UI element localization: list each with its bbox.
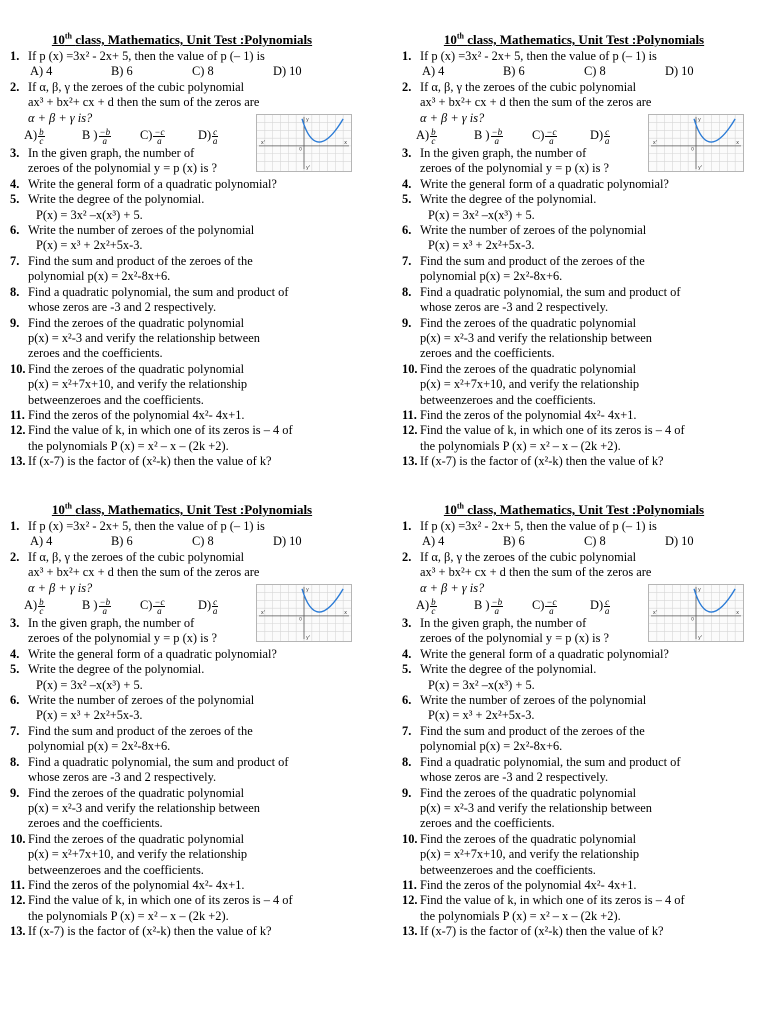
test-panel-top-right: [402, 32, 746, 470]
parabola-graph: [256, 114, 352, 172]
question-1-options: A) 4 B) 6 C) 8 D) 10: [422, 534, 694, 549]
question-2: 2. If α, β, γ the zeroes of the cubic polynomial: [10, 79, 245, 94]
question-6: 6. Write the number of zeroes of the polynomial: [10, 693, 255, 708]
question-6: 6. Write the number of zeroes of the polynomial: [402, 223, 647, 238]
question-2-options: A) $\frac{b}{c}$ B ) $\frac{-b}{a}$ C) $\frac{-c}{a}$ D) $\frac{c}{a}$: [416, 596, 610, 616]
question-13: 13. If (x-7) is the factor of (x²-k) then the value of k?: [10, 924, 272, 939]
question-13: 13. If (x-7) is the factor of (x²-k) then the value of k?: [10, 454, 272, 469]
question-12-line-2: the polynomials P (x) = x² – x – (2k +2).: [28, 908, 229, 923]
question-9: 9. Find the zeroes of the quadratic polynomial: [10, 315, 245, 330]
question-7-line-2: polynomial p(x) = 2x²-8x+6.: [420, 269, 563, 284]
svg-text:x: x: [736, 609, 740, 616]
question-1-options: A) 4 B) 6 C) 8 D) 10: [422, 64, 694, 79]
question-12-line-2: the polynomials P (x) = x² – x – (2k +2).: [420, 438, 621, 453]
question-10-line-3: betweenzeroes and the coefficients.: [420, 392, 596, 407]
question-8: 8. Find a quadratic polynomial, the sum and product of: [402, 754, 681, 769]
parabola-graph-svg: [257, 585, 351, 641]
svg-text:x': x': [260, 139, 266, 146]
svg-text:y': y': [305, 635, 311, 641]
question-10-line-2: p(x) = x²+7x+10, and verify the relationship: [28, 847, 248, 862]
question-7-line-2: polynomial p(x) = 2x²-8x+6.: [28, 739, 171, 754]
question-9-line-2: p(x) = x²-3 and verify the relationship between: [28, 800, 260, 815]
svg-text:y: y: [305, 586, 309, 593]
svg-text:y: y: [305, 116, 309, 123]
question-10-line-2: p(x) = x²+7x+10, and verify the relationship: [420, 847, 640, 862]
question-11: 11. Find the zeros of the polynomial 4x²- 4x+1.: [402, 407, 637, 422]
question-2: 2. If α, β, γ the zeroes of the cubic polynomial: [402, 549, 637, 564]
question-11: 11. Find the zeros of the polynomial 4x²- 4x+1.: [10, 407, 245, 422]
question-12: 12. Find the value of k, in which one of its zeros is – 4 of: [402, 893, 685, 908]
parabola-graph-svg: [649, 115, 743, 171]
question-5: 5. Write the degree of the polynomial.: [402, 662, 597, 677]
question-13: 13. If (x-7) is the factor of (x²-k) then the value of k?: [402, 454, 664, 469]
test-panel-bottom-left: [10, 502, 354, 940]
question-12-line-2: the polynomials P (x) = x² – x – (2k +2).: [420, 908, 621, 923]
question-3: 3. In the given graph, the number of: [402, 616, 587, 631]
question-3-line-2: zeroes of the polynomial y = p (x) is ?: [420, 631, 610, 646]
question-5: 5. Write the degree of the polynomial.: [10, 192, 205, 207]
question-9-line-3: zeroes and the coefficients.: [28, 816, 163, 831]
question-4: 4. Write the general form of a quadratic polynomial?: [10, 646, 277, 661]
question-4: 4. Write the general form of a quadratic polynomial?: [402, 646, 669, 661]
question-7: 7. Find the sum and product of the zeroes of the: [10, 253, 253, 268]
question-3: 3. In the given graph, the number of: [402, 146, 587, 161]
question-9-line-3: zeroes and the coefficients.: [420, 346, 555, 361]
question-5: 5. Write the degree of the polynomial.: [10, 662, 205, 677]
question-2-line-2: ax³ + bx²+ cx + d then the sum of the zeros are: [420, 565, 652, 580]
question-2-line-3: α + β + γ is?: [28, 580, 93, 595]
question-5-expression: P(x) = 3x² –x(x³) + 5.: [428, 207, 535, 222]
question-12: 12. Find the value of k, in which one of its zeros is – 4 of: [402, 423, 685, 438]
question-8-line-2: whose zeros are -3 and 2 respectively.: [28, 770, 217, 785]
test-panel-bottom-right: [402, 502, 746, 940]
question-2-line-3: α + β + γ is?: [420, 110, 485, 125]
question-9: 9. Find the zeroes of the quadratic polynomial: [402, 785, 637, 800]
question-5-expression: P(x) = 3x² –x(x³) + 5.: [428, 677, 535, 692]
question-8: 8. Find a quadratic polynomial, the sum and product of: [10, 754, 289, 769]
svg-text:0: 0: [691, 617, 694, 623]
parabola-graph: [256, 584, 352, 642]
parabola-graph: [648, 114, 744, 172]
question-1: 1. If p (x) =3x² - 2x+ 5, then the value of p (– 1) is: [10, 49, 265, 63]
question-2-line-3: α + β + γ is?: [28, 110, 93, 125]
question-10-line-3: betweenzeroes and the coefficients.: [28, 392, 204, 407]
question-8-line-2: whose zeros are -3 and 2 respectively.: [28, 300, 217, 315]
question-2-options: A) $\frac{b}{c}$ B ) $\frac{-b}{a}$ C) $\frac{-c}{a}$ D) $\frac{c}{a}$: [24, 126, 218, 146]
question-9-line-3: zeroes and the coefficients.: [28, 346, 163, 361]
question-9-line-2: p(x) = x²-3 and verify the relationship between: [28, 330, 260, 345]
question-2: 2. If α, β, γ the zeroes of the cubic polynomial: [402, 79, 637, 94]
question-9-line-2: p(x) = x²-3 and verify the relationship between: [420, 800, 652, 815]
question-12-line-2: the polynomials P (x) = x² – x – (2k +2).: [28, 438, 229, 453]
svg-text:x: x: [344, 609, 348, 616]
question-11: 11. Find the zeros of the polynomial 4x²- 4x+1.: [402, 877, 637, 892]
question-5-expression: P(x) = 3x² –x(x³) + 5.: [36, 207, 143, 222]
svg-text:x: x: [736, 139, 740, 146]
question-3: 3. In the given graph, the number of: [10, 616, 195, 631]
panel-title: 10th class, Mathematics, Unit Test :Polynomials: [443, 31, 705, 47]
question-7: 7. Find the sum and product of the zeroes of the: [402, 723, 645, 738]
question-10: 10. Find the zeroes of the quadratic polynomial: [402, 831, 637, 846]
svg-text:0: 0: [299, 617, 302, 623]
question-10-line-3: betweenzeroes and the coefficients.: [420, 862, 596, 877]
panel-title: 10th class, Mathematics, Unit Test :Polynomials: [51, 501, 313, 517]
panel-title: 10th class, Mathematics, Unit Test :Polynomials: [443, 501, 705, 517]
question-3-line-2: zeroes of the polynomial y = p (x) is ?: [420, 161, 610, 176]
svg-text:y': y': [697, 635, 703, 641]
question-6-expression: P(x) = x³ + 2x²+5x-3.: [36, 238, 143, 253]
parabola-graph-svg: [649, 585, 743, 641]
svg-text:x': x': [260, 609, 266, 616]
question-7: 7. Find the sum and product of the zeroes of the: [10, 723, 253, 738]
question-7-line-2: polynomial p(x) = 2x²-8x+6.: [28, 269, 171, 284]
question-1: 1. If p (x) =3x² - 2x+ 5, then the value of p (– 1) is: [402, 519, 657, 533]
question-1: 1. If p (x) =3x² - 2x+ 5, then the value of p (– 1) is: [402, 49, 657, 63]
question-2: 2. If α, β, γ the zeroes of the cubic polynomial: [10, 549, 245, 564]
question-2-line-2: ax³ + bx²+ cx + d then the sum of the zeros are: [420, 95, 652, 110]
question-6: 6. Write the number of zeroes of the polynomial: [10, 223, 255, 238]
question-2-line-3: α + β + γ is?: [420, 580, 485, 595]
question-3-line-2: zeroes of the polynomial y = p (x) is ?: [28, 161, 218, 176]
svg-text:x': x': [652, 139, 658, 146]
question-3: 3. In the given graph, the number of: [10, 146, 195, 161]
question-10-line-2: p(x) = x²+7x+10, and verify the relationship: [420, 377, 640, 392]
question-6: 6. Write the number of zeroes of the polynomial: [402, 693, 647, 708]
question-6-expression: P(x) = x³ + 2x²+5x-3.: [428, 238, 535, 253]
test-panel-top-left: [10, 32, 354, 470]
svg-text:0: 0: [691, 147, 694, 153]
question-9: 9. Find the zeroes of the quadratic polynomial: [10, 785, 245, 800]
svg-text:y': y': [305, 165, 311, 171]
question-9: 9. Find the zeroes of the quadratic polynomial: [402, 315, 637, 330]
question-3-line-2: zeroes of the polynomial y = p (x) is ?: [28, 631, 218, 646]
question-7: 7. Find the sum and product of the zeroes of the: [402, 253, 645, 268]
question-1: 1. If p (x) =3x² - 2x+ 5, then the value of p (– 1) is: [10, 519, 265, 533]
question-2-options: A) $\frac{b}{c}$ B ) $\frac{-b}{a}$ C) $\frac{-c}{a}$ D) $\frac{c}{a}$: [416, 126, 610, 146]
question-13: 13. If (x-7) is the factor of (x²-k) then the value of k?: [402, 924, 664, 939]
svg-text:y': y': [697, 165, 703, 171]
svg-text:x: x: [344, 139, 348, 146]
svg-text:0: 0: [299, 147, 302, 153]
svg-text:y: y: [697, 116, 701, 123]
question-8-line-2: whose zeros are -3 and 2 respectively.: [420, 300, 609, 315]
question-4: 4. Write the general form of a quadratic polynomial?: [10, 176, 277, 191]
question-5: 5. Write the degree of the polynomial.: [402, 192, 597, 207]
question-12: 12. Find the value of k, in which one of its zeros is – 4 of: [10, 423, 293, 438]
question-4: 4. Write the general form of a quadratic polynomial?: [402, 176, 669, 191]
panel-title: 10th class, Mathematics, Unit Test :Polynomials: [51, 31, 313, 47]
question-8: 8. Find a quadratic polynomial, the sum and product of: [10, 284, 289, 299]
question-2-line-2: ax³ + bx²+ cx + d then the sum of the zeros are: [28, 565, 260, 580]
question-2-options: A) $\frac{b}{c}$ B ) $\frac{-b}{a}$ C) $\frac{-c}{a}$ D) $\frac{c}{a}$: [24, 596, 218, 616]
question-1-options: A) 4 B) 6 C) 8 D) 10: [30, 534, 302, 549]
svg-text:x': x': [652, 609, 658, 616]
question-1-options: A) 4 B) 6 C) 8 D) 10: [30, 64, 302, 79]
question-7-line-2: polynomial p(x) = 2x²-8x+6.: [420, 739, 563, 754]
svg-text:y: y: [697, 586, 701, 593]
question-9-line-3: zeroes and the coefficients.: [420, 816, 555, 831]
question-6-expression: P(x) = x³ + 2x²+5x-3.: [428, 708, 535, 723]
question-2-line-2: ax³ + bx²+ cx + d then the sum of the zeros are: [28, 95, 260, 110]
parabola-graph-svg: [257, 115, 351, 171]
question-10-line-3: betweenzeroes and the coefficients.: [28, 862, 204, 877]
question-8-line-2: whose zeros are -3 and 2 respectively.: [420, 770, 609, 785]
question-10-line-2: p(x) = x²+7x+10, and verify the relationship: [28, 377, 248, 392]
question-10: 10. Find the zeroes of the quadratic polynomial: [10, 831, 245, 846]
question-10: 10. Find the zeroes of the quadratic polynomial: [402, 361, 637, 376]
question-10: 10. Find the zeroes of the quadratic polynomial: [10, 361, 245, 376]
question-5-expression: P(x) = 3x² –x(x³) + 5.: [36, 677, 143, 692]
question-6-expression: P(x) = x³ + 2x²+5x-3.: [36, 708, 143, 723]
question-12: 12. Find the value of k, in which one of its zeros is – 4 of: [10, 893, 293, 908]
parabola-graph: [648, 584, 744, 642]
question-8: 8. Find a quadratic polynomial, the sum and product of: [402, 284, 681, 299]
question-11: 11. Find the zeros of the polynomial 4x²- 4x+1.: [10, 877, 245, 892]
question-9-line-2: p(x) = x²-3 and verify the relationship between: [420, 330, 652, 345]
